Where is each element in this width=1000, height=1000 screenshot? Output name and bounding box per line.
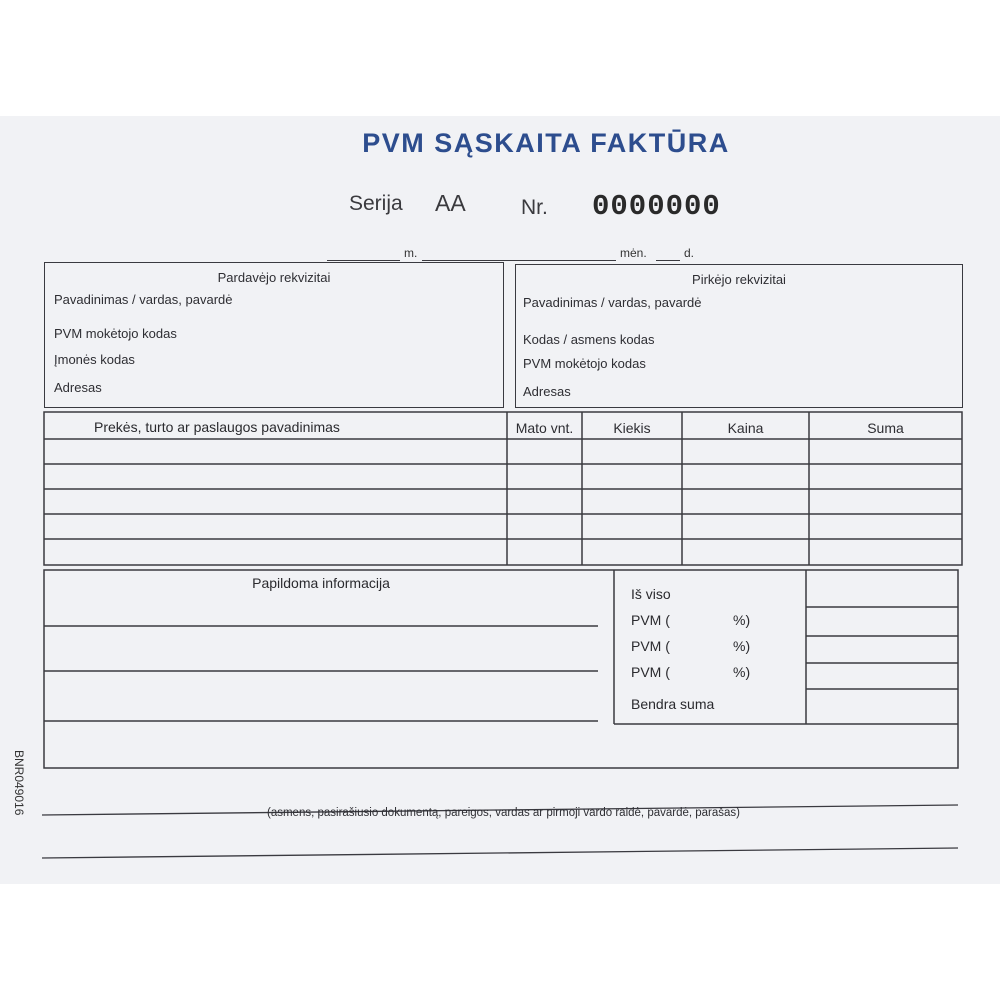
grand-total-label: Bendra suma — [631, 696, 715, 712]
buyer-heading: Pirkėjo rekvizitai — [692, 272, 786, 287]
vat-row-1-label: PVM ( — [631, 612, 670, 628]
buyer-code-label: Kodas / asmens kodas — [523, 332, 655, 347]
vat-row-2-label: PVM ( — [631, 638, 670, 654]
form-code: BNR049016 — [12, 750, 26, 816]
vat-row-1-percent: %) — [733, 612, 751, 628]
vat-row-3-label: PVM ( — [631, 664, 670, 680]
signature-caption: (asmens, pasirašiusio dokumentą, pareigos, vardas ar pirmoji vardo raidė, pavardė, parašas) — [267, 807, 741, 819]
seller-name-label: Pavadinimas / vardas, pavardė — [54, 292, 233, 307]
buyer-address-label: Adresas — [523, 384, 571, 399]
series-value: AA — [435, 190, 466, 216]
date-month-suffix: mėn. — [620, 246, 647, 260]
column-header-price: Kaina — [727, 420, 764, 436]
seller-heading: Pardavėjo rekvizitai — [217, 270, 331, 285]
date-day-suffix: d. — [684, 246, 695, 260]
buyer-vat-code-label: PVM mokėtojo kodas — [523, 356, 646, 371]
vat-row-3-percent: %) — [733, 664, 751, 680]
column-header-unit: Mato vnt. — [515, 420, 574, 436]
additional-info-label: Papildoma informacija — [252, 575, 390, 591]
seller-vat-code-label: PVM mokėtojo kodas — [54, 326, 177, 341]
seller-address-label: Adresas — [54, 380, 102, 395]
column-header-item-name: Prekės, turto ar paslaugos pavadinimas — [94, 419, 340, 435]
vat-row-2-percent: %) — [733, 638, 751, 654]
date-year-suffix: m. — [404, 246, 418, 260]
series-label: Serija — [349, 192, 403, 215]
number-label: Nr. — [521, 196, 548, 219]
document-title: PVM SĄSKAITA FAKTŪRA — [362, 128, 730, 158]
invoice-number: 0000000 — [592, 190, 721, 223]
total-label: Iš viso — [631, 586, 671, 602]
buyer-name-label: Pavadinimas / vardas, pavardė — [523, 295, 702, 310]
column-header-quantity: Kiekis — [613, 420, 651, 436]
seller-company-code-label: Įmonės kodas — [54, 352, 135, 367]
column-header-sum: Suma — [867, 420, 904, 436]
